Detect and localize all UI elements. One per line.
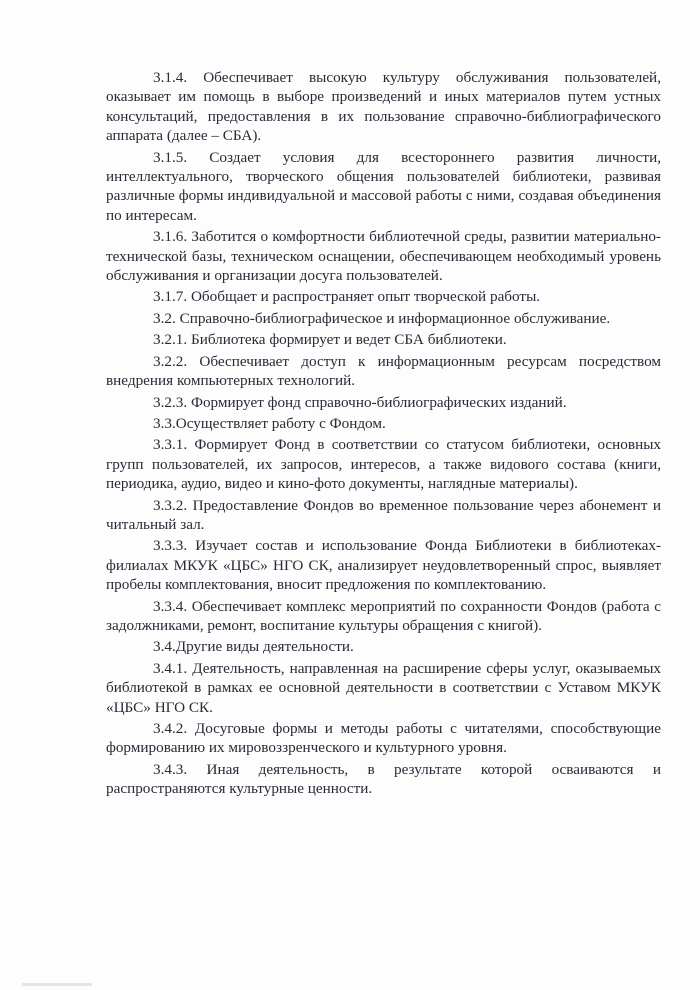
document-body: [106, 68, 661, 801]
paragraph-3-3: 3.3.Осуществляет работу с Фондом.: [153, 414, 386, 432]
paragraph-3-2: 3.2. Справочно-библиографическое и информационное обслуживание.: [153, 309, 611, 327]
paragraph-3-4: 3.4.Другие виды деятельности.: [153, 638, 354, 656]
paragraph-3-3-2: 3.3.2. Предоставление Фондов во временное пользование через абонемент и читальный зал.: [106, 496, 661, 533]
paragraph-3-2-3: 3.2.3. Формирует фонд справочно-библиографических изданий.: [153, 393, 567, 411]
paragraph-3-1-4: 3.1.4. Обеспечивает высокую культуру обслуживания пользователей, оказывает им помощь в выборе произведений и иных материалов путем устных консультаций, предоставления в их пользование справочно-библиографического аппарата (далее – СБА).: [106, 69, 661, 145]
paragraph-3-4-2: 3.4.2. Досуговые формы и методы работы с читателями, способствующие формированию их мировоззренческого и культурного уровня.: [106, 720, 661, 757]
paragraph-3-3-4: 3.3.4. Обеспечивает комплекс мероприятий по сохранности Фондов (работа с задолжниками, ремонт, воспитание культуры обращения с книгой).: [106, 597, 661, 634]
paragraph-3-1-5: 3.1.5. Создает условия для всестороннего развития личности, интеллектуального, творческого общения пользователей библиотеки, развивая различные формы индивидуальной и массовой работы с ними, создавая объединения по интересам.: [106, 148, 661, 224]
paragraph-3-4-3: 3.4.3. Иная деятельность, в результате которой осваиваются и распространяются культурные ценности.: [106, 760, 661, 798]
paragraph-3-1-6: 3.1.6. Заботится о комфортности библиотечной среды, развитии материально-технической базы, техническом оснащении, обеспечивающем необходимый уровень обслуживания и организации досуга пользователей.: [106, 228, 661, 285]
paragraph-3-3-3: 3.3.3. Изучает состав и использование Фонда Библиотеки в библиотеках-филиалах МКУК «ЦБС» НГО СК, анализирует неудовлетворенный спрос, выявляет пробелы комплектования, вносит предложения по комплектованию.: [106, 537, 661, 594]
scan-edge-mark: [22, 983, 92, 986]
paragraph-3-2-2: 3.2.2. Обеспечивает доступ к информационным ресурсам посредством внедрения компьютерных технологий.: [106, 352, 661, 390]
paragraph-3-2-1: 3.2.1. Библиотека формирует и ведет СБА библиотеки.: [153, 331, 507, 349]
paragraph-3-1-7: 3.1.7. Обобщает и распространяет опыт творческой работы.: [153, 288, 541, 306]
paragraph-3-3-1: 3.3.1. Формирует Фонд в соответствии со статусом библиотеки, основных групп пользователей, их запросов, интересов, а также видового состава (книги, периодика, аудио, видео и кино-фото документы, наглядные материалы).: [106, 436, 661, 493]
paragraph-3-4-1: 3.4.1. Деятельность, направленная на расширение сферы услуг, оказываемых библиотекой в рамках ее основной деятельности в соответствии с Уставом МКУК «ЦБС» НГО СК.: [106, 659, 661, 716]
